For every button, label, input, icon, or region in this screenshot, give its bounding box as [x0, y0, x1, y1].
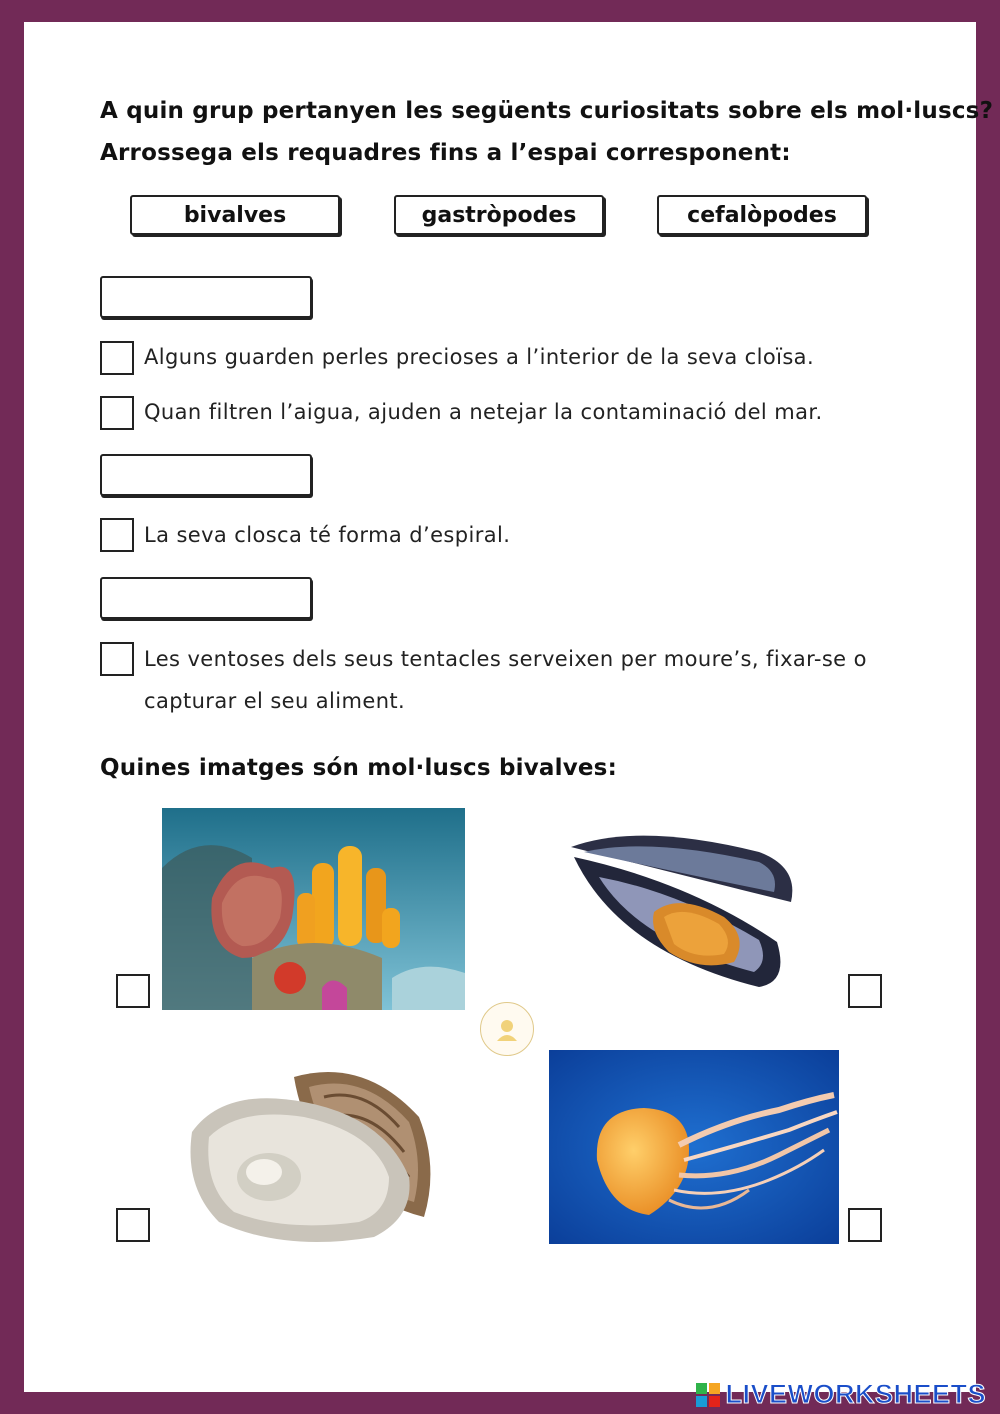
- drag-chip-cefalopodes[interactable]: cefalòpodes: [657, 195, 867, 235]
- worksheet-page: [24, 22, 994, 1392]
- watermark-icon: [492, 1014, 522, 1044]
- drag-chip-gastropodes[interactable]: gastròpodes: [394, 195, 604, 235]
- checkbox-statement-3[interactable]: [100, 518, 134, 552]
- statement-4-line-2: capturar el seu aliment.: [144, 689, 406, 713]
- drop-zone-2[interactable]: [100, 454, 312, 496]
- checkbox-statement-2[interactable]: [100, 396, 134, 430]
- checkbox-image-1[interactable]: [116, 974, 150, 1008]
- checkbox-statement-4[interactable]: [100, 642, 134, 676]
- checkbox-image-4[interactable]: [848, 1208, 882, 1242]
- drop-zone-3[interactable]: [100, 577, 312, 619]
- statement-4-line-1: Les ventoses dels seus tentacles serveixen per moure’s, fixar-se o: [144, 647, 867, 671]
- watermark-logo: [480, 1002, 534, 1056]
- checkbox-image-2[interactable]: [848, 974, 882, 1008]
- question-title-line-2: Arrossega els requadres fins a l’espai corresponent:: [100, 140, 791, 166]
- drag-chip-bivalves[interactable]: bivalves: [130, 195, 340, 235]
- image-jellyfish: [549, 1050, 839, 1244]
- question-title-line-1: A quin grup pertanyen les següents curiositats sobre els mol·luscs?: [100, 98, 994, 124]
- statement-1: Alguns guarden perles precioses a l’interior de la seva cloïsa.: [144, 345, 815, 369]
- drop-zone-1[interactable]: [100, 276, 312, 318]
- image-oyster: [184, 1057, 439, 1247]
- section-2-title: Quines imatges són mol·luscs bivalves:: [100, 755, 617, 781]
- checkbox-image-3[interactable]: [116, 1208, 150, 1242]
- liveworksheets-logo-text: LIVEWORKSHEETS: [725, 1379, 986, 1409]
- image-mussel: [559, 822, 804, 992]
- statement-2: Quan filtren l’aigua, ajuden a netejar la contaminació del mar.: [144, 400, 823, 424]
- statement-3: La seva closca té forma d’espiral.: [144, 523, 511, 547]
- liveworksheets-icon: [695, 1382, 721, 1408]
- image-sponge-reef: [162, 808, 465, 1010]
- liveworksheets-logo[interactable]: [695, 1379, 986, 1410]
- checkbox-statement-1[interactable]: [100, 341, 134, 375]
